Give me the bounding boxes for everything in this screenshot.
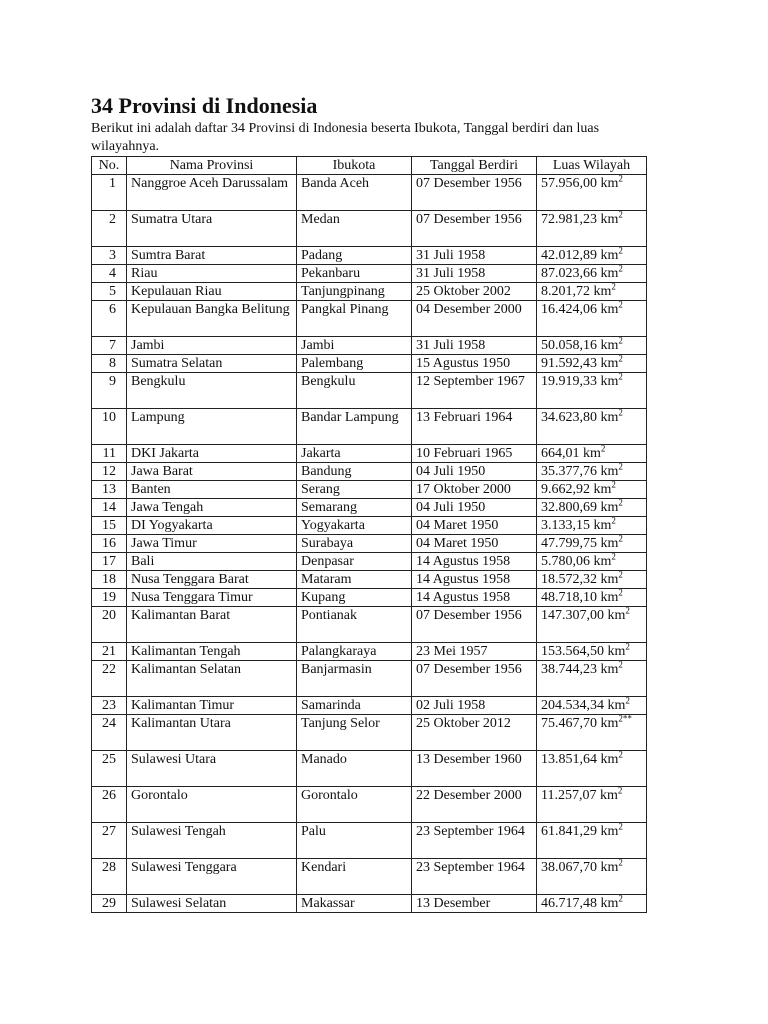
area-value: 204.534,34 km: [541, 698, 626, 713]
cell-no: 4: [92, 265, 127, 283]
table-row: [92, 751, 647, 787]
cell-tanggal-berdiri: 14 Agustus 1958: [412, 553, 537, 571]
cell-tanggal-berdiri: 12 September 1967: [412, 373, 537, 409]
table-row: [92, 355, 647, 373]
cell-tanggal-berdiri: 22 Desember 2000: [412, 787, 537, 823]
header-tanggal-berdiri: Tanggal Berdiri: [412, 157, 537, 175]
cell-tanggal-berdiri: 13 Februari 1964: [412, 409, 537, 445]
cell-no: 2: [92, 211, 127, 247]
table-row: [92, 823, 647, 859]
area-unit-superscript: 2: [618, 660, 623, 670]
cell-tanggal-berdiri: 23 September 1964: [412, 823, 537, 859]
cell-luas-wilayah: [537, 535, 647, 553]
area-value: 48.718,10 km: [541, 590, 619, 605]
cell-ibukota: Kupang: [297, 589, 412, 607]
cell-nama-provinsi: Sulawesi Tengah: [127, 823, 297, 859]
area-unit-superscript: 2: [625, 642, 630, 652]
cell-tanggal-berdiri: 04 Juli 1950: [412, 499, 537, 517]
cell-luas-wilayah: [537, 409, 647, 445]
cell-nama-provinsi: Nanggroe Aceh Darussalam: [127, 175, 297, 211]
cell-tanggal-berdiri: 31 Juli 1958: [412, 247, 537, 265]
cell-no: 5: [92, 283, 127, 301]
table-row: [92, 175, 647, 211]
cell-luas-wilayah: [537, 715, 647, 751]
area-value: 16.424,06 km: [541, 302, 619, 317]
cell-luas-wilayah: [537, 301, 647, 337]
cell-no: 18: [92, 571, 127, 589]
area-value: 3.133,15 km: [541, 518, 612, 533]
area-value: 18.572,32 km: [541, 572, 619, 587]
cell-tanggal-berdiri: 04 Juli 1950: [412, 463, 537, 481]
cell-nama-provinsi: DKI Jakarta: [127, 445, 297, 463]
cell-ibukota: Pangkal Pinang: [297, 301, 412, 337]
cell-tanggal-berdiri: 07 Desember 1956: [412, 211, 537, 247]
table-row: [92, 787, 647, 823]
area-value: 13.851,64 km: [541, 752, 619, 767]
cell-tanggal-berdiri: 15 Agustus 1950: [412, 355, 537, 373]
area-unit-superscript: 2: [618, 588, 623, 598]
cell-nama-provinsi: DI Yogyakarta: [127, 517, 297, 535]
cell-luas-wilayah: [537, 247, 647, 265]
cell-tanggal-berdiri: 25 Oktober 2012: [412, 715, 537, 751]
document-page: [91, 92, 647, 913]
cell-ibukota: Tanjungpinang: [297, 283, 412, 301]
table-header-row: [92, 157, 647, 175]
cell-nama-provinsi: Jawa Tengah: [127, 499, 297, 517]
area-value: 72.981,23 km: [541, 212, 619, 227]
area-unit-superscript: 2: [618, 246, 623, 256]
cell-luas-wilayah: [537, 643, 647, 661]
cell-no: 24: [92, 715, 127, 751]
table-row: [92, 697, 647, 715]
cell-nama-provinsi: Kalimantan Barat: [127, 607, 297, 643]
area-unit-superscript: 2: [618, 174, 623, 184]
area-value: 87.023,66 km: [541, 266, 619, 281]
cell-nama-provinsi: Nusa Tenggara Timur: [127, 589, 297, 607]
cell-luas-wilayah: [537, 895, 647, 913]
cell-no: 20: [92, 607, 127, 643]
table-row: [92, 499, 647, 517]
cell-tanggal-berdiri: 23 Mei 1957: [412, 643, 537, 661]
cell-no: 6: [92, 301, 127, 337]
cell-nama-provinsi: Lampung: [127, 409, 297, 445]
cell-ibukota: Bandung: [297, 463, 412, 481]
cell-tanggal-berdiri: 04 Desember 2000: [412, 301, 537, 337]
cell-tanggal-berdiri: 31 Juli 1958: [412, 337, 537, 355]
cell-nama-provinsi: Bengkulu: [127, 373, 297, 409]
cell-no: 10: [92, 409, 127, 445]
intro-paragraph: Berikut ini adalah daftar 34 Provinsi di Indonesia beserta Ibukota, Tanggal berdiri dan luas wilayahnya.: [91, 121, 600, 154]
area-value: 35.377,76 km: [541, 464, 619, 479]
cell-no: 15: [92, 517, 127, 535]
cell-ibukota: Makassar: [297, 895, 412, 913]
cell-ibukota: Banjarmasin: [297, 661, 412, 697]
cell-nama-provinsi: Sulawesi Selatan: [127, 895, 297, 913]
cell-ibukota: Yogyakarta: [297, 517, 412, 535]
cell-luas-wilayah: [537, 859, 647, 895]
cell-nama-provinsi: Nusa Tenggara Barat: [127, 571, 297, 589]
table-row: [92, 247, 647, 265]
area-value: 42.012,89 km: [541, 248, 619, 263]
cell-nama-provinsi: Kepulauan Bangka Belitung: [127, 301, 297, 337]
cell-nama-provinsi: Kepulauan Riau: [127, 283, 297, 301]
cell-tanggal-berdiri: 10 Februari 1965: [412, 445, 537, 463]
area-unit-superscript: 2: [618, 894, 623, 904]
cell-no: 14: [92, 499, 127, 517]
table-row: [92, 715, 647, 751]
cell-luas-wilayah: [537, 211, 647, 247]
cell-tanggal-berdiri: 17 Oktober 2000: [412, 481, 537, 499]
cell-ibukota: Samarinda: [297, 697, 412, 715]
cell-no: 19: [92, 589, 127, 607]
table-row: [92, 409, 647, 445]
area-value: 47.799,75 km: [541, 536, 619, 551]
area-unit-superscript: 2: [600, 444, 606, 454]
area-unit-superscript: 2: [618, 372, 623, 382]
cell-nama-provinsi: Kalimantan Tengah: [127, 643, 297, 661]
table-row: [92, 895, 647, 913]
cell-nama-provinsi: Banten: [127, 481, 297, 499]
table-row: [92, 607, 647, 643]
cell-tanggal-berdiri: 13 Desember 1960: [412, 751, 537, 787]
cell-no: 9: [92, 373, 127, 409]
area-unit-superscript: 2: [611, 516, 616, 526]
area-value: 57.956,00 km: [541, 176, 619, 191]
area-value: 38.067,70 km: [541, 860, 619, 875]
cell-luas-wilayah: [537, 175, 647, 211]
cell-tanggal-berdiri: 23 September 1964: [412, 859, 537, 895]
area-value: 75.467,70 km: [541, 716, 619, 731]
cell-ibukota: Palangkaraya: [297, 643, 412, 661]
cell-luas-wilayah: [537, 823, 647, 859]
cell-nama-provinsi: Kalimantan Utara: [127, 715, 297, 751]
cell-luas-wilayah: [537, 481, 647, 499]
cell-nama-provinsi: Jawa Barat: [127, 463, 297, 481]
table-row: [92, 535, 647, 553]
cell-no: 26: [92, 787, 127, 823]
cell-tanggal-berdiri: 13 Desember: [412, 895, 537, 913]
cell-nama-provinsi: Gorontalo: [127, 787, 297, 823]
table-row: [92, 571, 647, 589]
cell-luas-wilayah: [537, 697, 647, 715]
area-value: 147.307,00 km: [541, 608, 626, 623]
cell-luas-wilayah: [537, 265, 647, 283]
province-table: [91, 156, 647, 913]
cell-tanggal-berdiri: 07 Desember 1956: [412, 175, 537, 211]
header-luas-wilayah: Luas Wilayah: [537, 157, 647, 175]
area-unit-superscript: 2: [618, 498, 623, 508]
table-body: [92, 175, 647, 913]
cell-ibukota: Medan: [297, 211, 412, 247]
cell-tanggal-berdiri: 25 Oktober 2002: [412, 283, 537, 301]
cell-no: 22: [92, 661, 127, 697]
area-value: 19.919,33 km: [541, 374, 619, 389]
cell-no: 12: [92, 463, 127, 481]
table-row: [92, 337, 647, 355]
cell-luas-wilayah: [537, 787, 647, 823]
table-row: [92, 643, 647, 661]
table-row: [92, 283, 647, 301]
cell-no: 23: [92, 697, 127, 715]
area-value: 34.623,80 km: [541, 410, 619, 425]
cell-luas-wilayah: [537, 553, 647, 571]
cell-luas-wilayah: [537, 337, 647, 355]
cell-ibukota: Jakarta: [297, 445, 412, 463]
cell-ibukota: Denpasar: [297, 553, 412, 571]
area-unit-superscript: 2**: [618, 714, 632, 724]
cell-luas-wilayah: [537, 445, 647, 463]
cell-luas-wilayah: [537, 661, 647, 697]
table-row: [92, 211, 647, 247]
cell-luas-wilayah: [537, 463, 647, 481]
cell-ibukota: Palu: [297, 823, 412, 859]
cell-ibukota: Mataram: [297, 571, 412, 589]
table-row: [92, 445, 647, 463]
cell-ibukota: Gorontalo: [297, 787, 412, 823]
cell-no: 1: [92, 175, 127, 211]
cell-tanggal-berdiri: 07 Desember 1956: [412, 607, 537, 643]
area-unit-superscript: 2: [611, 282, 616, 292]
area-unit-superscript: 2: [618, 336, 623, 346]
table-row: [92, 517, 647, 535]
cell-nama-provinsi: Kalimantan Timur: [127, 697, 297, 715]
cell-ibukota: Kendari: [297, 859, 412, 895]
cell-luas-wilayah: [537, 373, 647, 409]
cell-ibukota: Jambi: [297, 337, 412, 355]
table-row: [92, 481, 647, 499]
area-unit-superscript: 2: [618, 264, 623, 274]
area-unit-superscript: 2: [618, 300, 623, 310]
area-value: 664,01 km: [541, 446, 601, 461]
cell-luas-wilayah: [537, 571, 647, 589]
page-title: 34 Provinsi di Indonesia: [91, 93, 318, 118]
cell-ibukota: Banda Aceh: [297, 175, 412, 211]
cell-no: 3: [92, 247, 127, 265]
cell-luas-wilayah: [537, 517, 647, 535]
header-nama-provinsi: Nama Provinsi: [127, 157, 297, 175]
area-value: 8.201,72 km: [541, 284, 612, 299]
cell-nama-provinsi: Sumatra Utara: [127, 211, 297, 247]
cell-tanggal-berdiri: 31 Juli 1958: [412, 265, 537, 283]
area-unit-superscript: 2: [618, 462, 623, 472]
area-value: 11.257,07 km: [541, 788, 618, 803]
area-value: 153.564,50 km: [541, 644, 626, 659]
area-value: 61.841,29 km: [541, 824, 619, 839]
cell-tanggal-berdiri: 07 Desember 1956: [412, 661, 537, 697]
cell-no: 25: [92, 751, 127, 787]
cell-nama-provinsi: Sumtra Barat: [127, 247, 297, 265]
table-row: [92, 859, 647, 895]
area-unit-superscript: 2: [618, 570, 623, 580]
area-unit-superscript: 2: [611, 552, 616, 562]
cell-no: 28: [92, 859, 127, 895]
cell-ibukota: Padang: [297, 247, 412, 265]
cell-ibukota: Palembang: [297, 355, 412, 373]
area-unit-superscript: 2: [625, 606, 630, 616]
cell-ibukota: Surabaya: [297, 535, 412, 553]
cell-no: 17: [92, 553, 127, 571]
cell-luas-wilayah: [537, 283, 647, 301]
cell-nama-provinsi: Sulawesi Tenggara: [127, 859, 297, 895]
area-unit-superscript: 2: [617, 786, 623, 796]
header-no: No.: [92, 157, 127, 175]
table-row: [92, 373, 647, 409]
table-row: [92, 265, 647, 283]
cell-no: 8: [92, 355, 127, 373]
area-value: 50.058,16 km: [541, 338, 619, 353]
cell-ibukota: Serang: [297, 481, 412, 499]
area-unit-superscript: 2: [618, 822, 623, 832]
area-value: 91.592,43 km: [541, 356, 619, 371]
cell-ibukota: Tanjung Selor: [297, 715, 412, 751]
cell-nama-provinsi: Jambi: [127, 337, 297, 355]
area-unit-superscript: 2: [611, 480, 616, 490]
cell-nama-provinsi: Jawa Timur: [127, 535, 297, 553]
cell-tanggal-berdiri: 14 Agustus 1958: [412, 589, 537, 607]
cell-ibukota: Manado: [297, 751, 412, 787]
cell-ibukota: Semarang: [297, 499, 412, 517]
area-value: 9.662,92 km: [541, 482, 612, 497]
cell-tanggal-berdiri: 02 Juli 1958: [412, 697, 537, 715]
cell-luas-wilayah: [537, 499, 647, 517]
cell-luas-wilayah: [537, 751, 647, 787]
cell-nama-provinsi: Sulawesi Utara: [127, 751, 297, 787]
area-value: 5.780,06 km: [541, 554, 612, 569]
table-row: [92, 589, 647, 607]
cell-nama-provinsi: Bali: [127, 553, 297, 571]
area-value: 32.800,69 km: [541, 500, 619, 515]
cell-nama-provinsi: Riau: [127, 265, 297, 283]
area-unit-superscript: 2: [618, 858, 623, 868]
area-unit-superscript: 2: [618, 534, 623, 544]
cell-no: 29: [92, 895, 127, 913]
cell-luas-wilayah: [537, 589, 647, 607]
area-unit-superscript: 2: [625, 696, 630, 706]
cell-tanggal-berdiri: 14 Agustus 1958: [412, 571, 537, 589]
table-row: [92, 553, 647, 571]
cell-luas-wilayah: [537, 607, 647, 643]
cell-luas-wilayah: [537, 355, 647, 373]
cell-tanggal-berdiri: 04 Maret 1950: [412, 517, 537, 535]
cell-no: 27: [92, 823, 127, 859]
cell-ibukota: Bandar Lampung: [297, 409, 412, 445]
area-unit-superscript: 2: [618, 750, 623, 760]
header-ibukota: Ibukota: [297, 157, 412, 175]
area-unit-superscript: 2: [618, 408, 623, 418]
cell-no: 16: [92, 535, 127, 553]
cell-nama-provinsi: Sumatra Selatan: [127, 355, 297, 373]
cell-ibukota: Bengkulu: [297, 373, 412, 409]
cell-tanggal-berdiri: 04 Maret 1950: [412, 535, 537, 553]
area-unit-superscript: 2: [618, 354, 623, 364]
area-unit-superscript: 2: [618, 210, 623, 220]
table-row: [92, 301, 647, 337]
cell-no: 7: [92, 337, 127, 355]
area-value: 46.717,48 km: [541, 896, 619, 911]
table-row: [92, 463, 647, 481]
cell-no: 13: [92, 481, 127, 499]
table-row: [92, 661, 647, 697]
cell-nama-provinsi: Kalimantan Selatan: [127, 661, 297, 697]
area-value: 38.744,23 km: [541, 662, 619, 677]
cell-no: 11: [92, 445, 127, 463]
cell-ibukota: Pontianak: [297, 607, 412, 643]
cell-ibukota: Pekanbaru: [297, 265, 412, 283]
cell-no: 21: [92, 643, 127, 661]
